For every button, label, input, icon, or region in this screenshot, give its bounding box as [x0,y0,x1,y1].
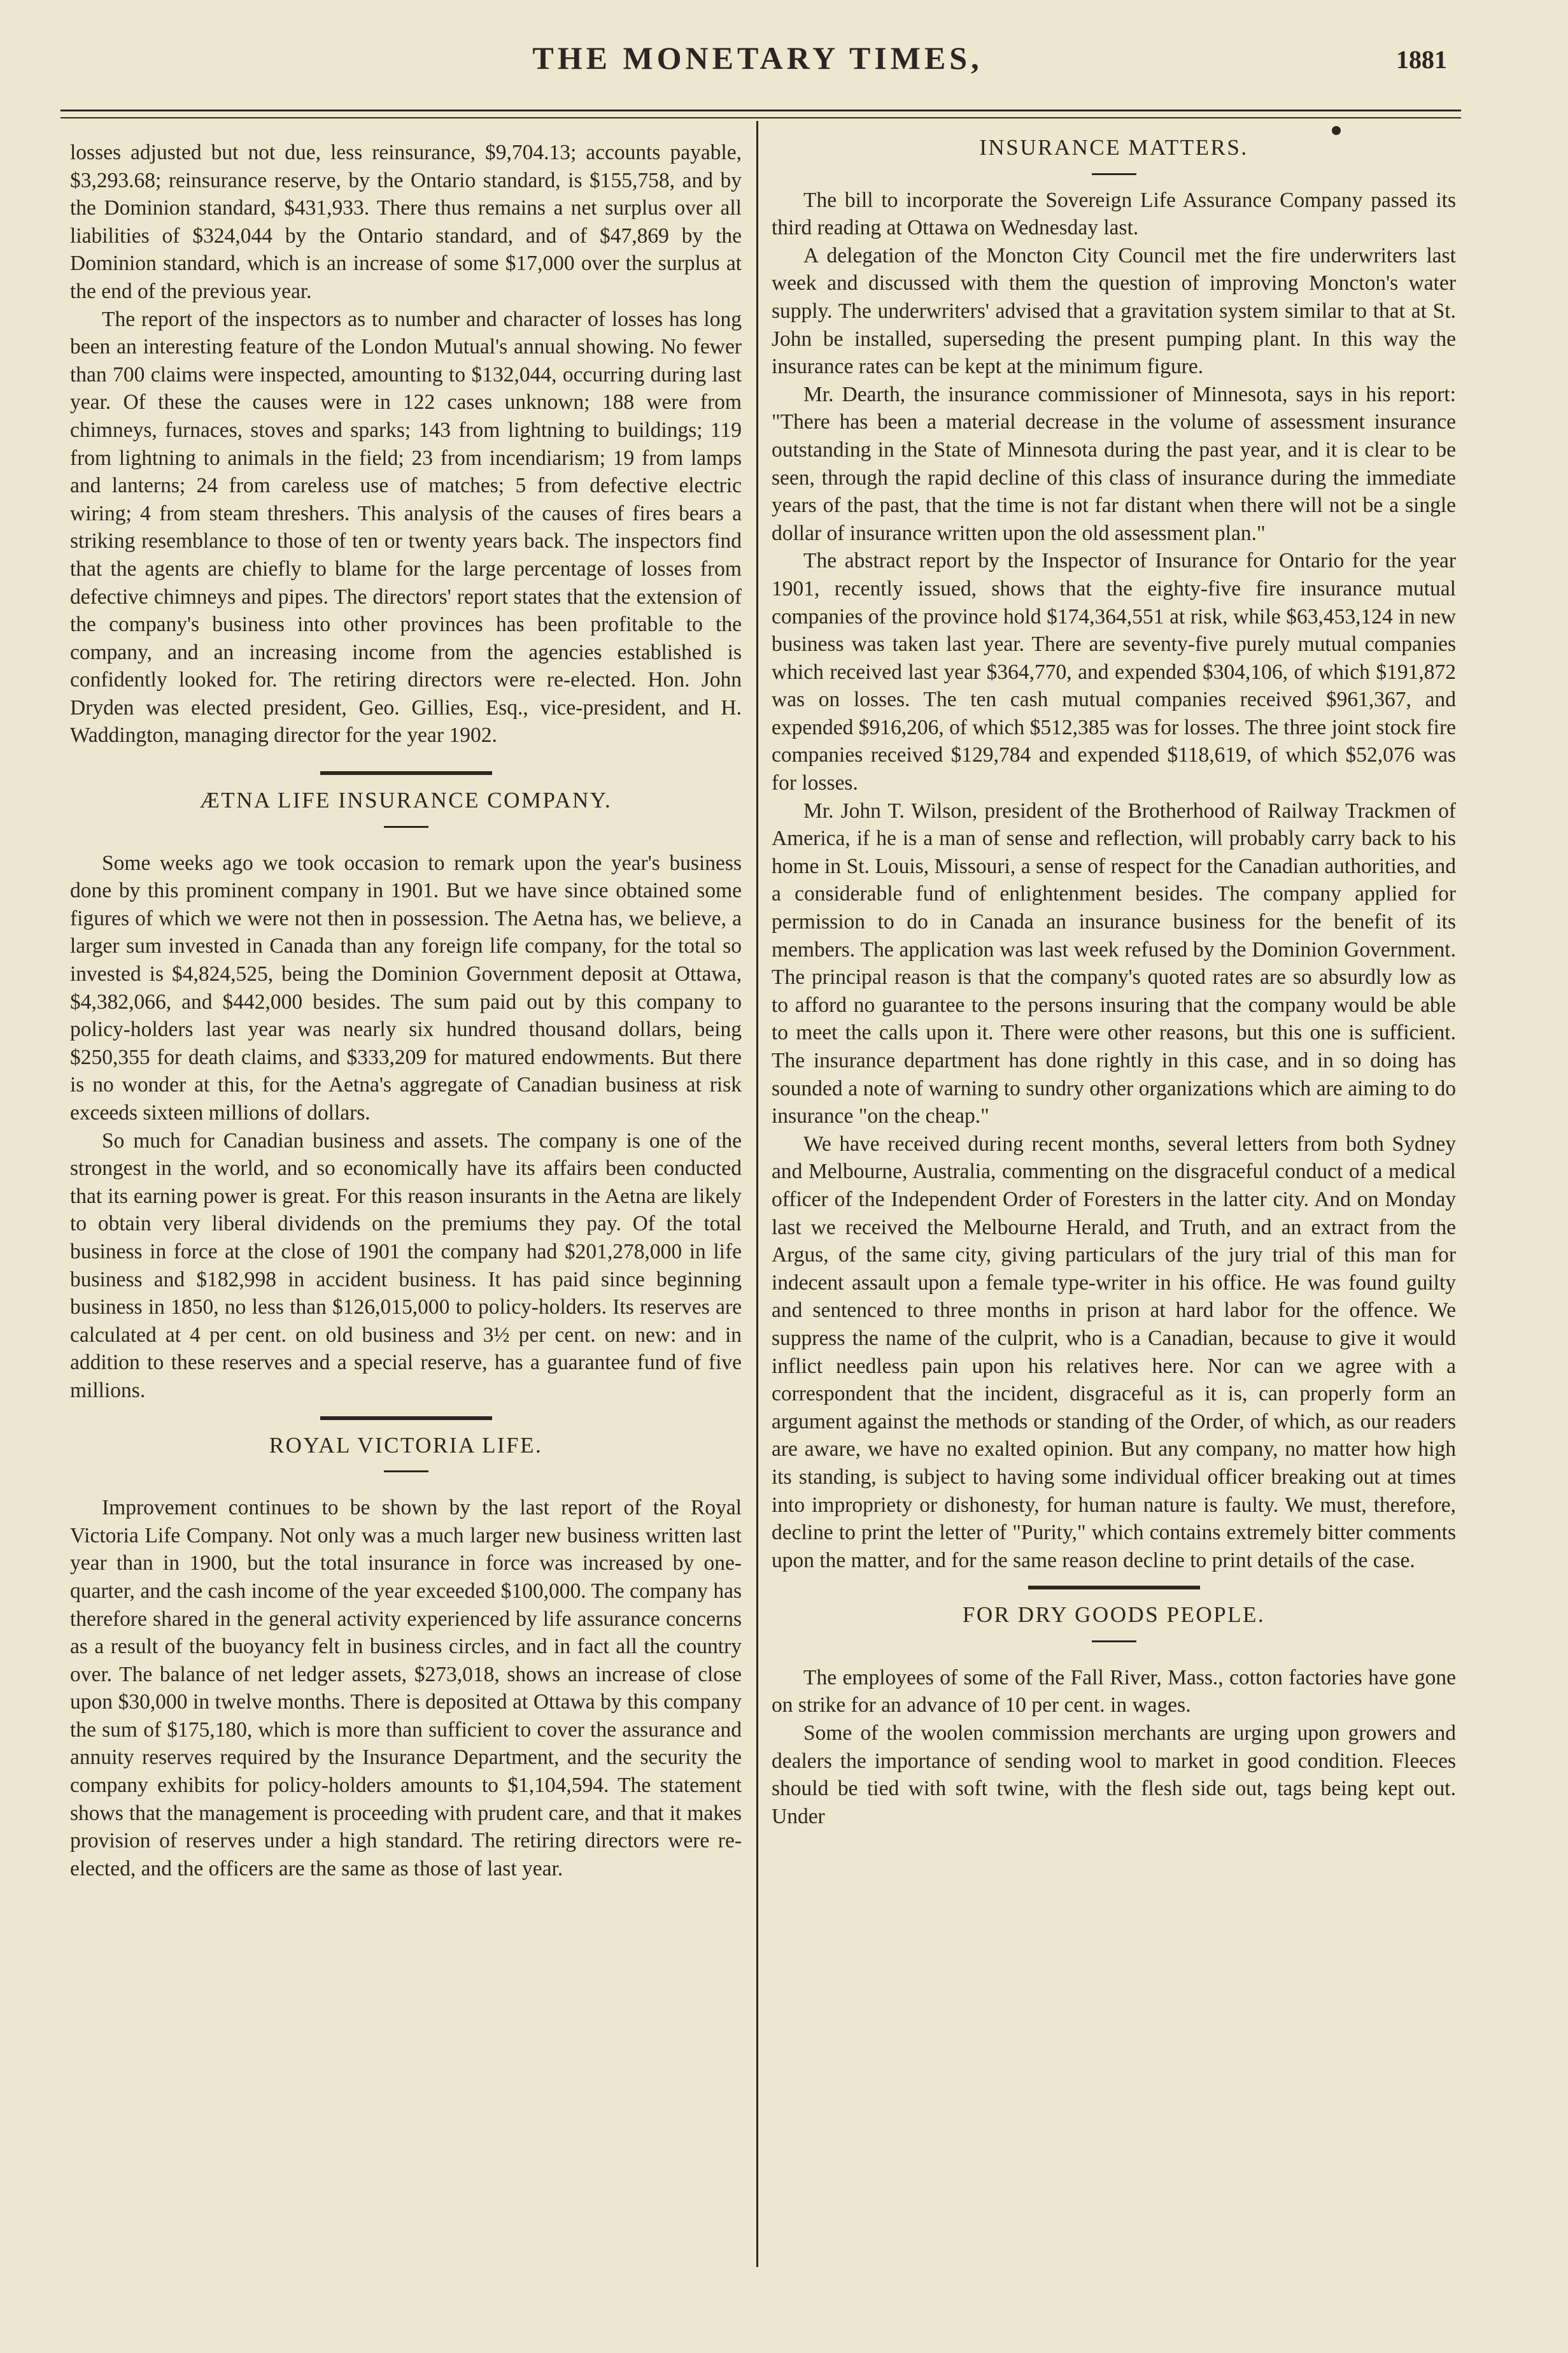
dry-goods-paragraph: Some of the woolen commission merchants are urging upon growers and dealers the importance of sending wool to market in good condition. Fleeces should be tied with soft twine, with the flesh side out, tags being kept out. Under [772,1721,1456,1828]
insurance-matters-heading: INSURANCE MATTERS. [979,135,1248,160]
column-divider [756,121,758,2267]
insurance-matters-paragraph: A delegation of the Moncton City Council met the fire underwriters last week and discussed with them the question of improving Moncton's water supply. The underwriters' advised that a gravitation system similar to that at St. John be installed, superseding the present pumping plant. In this way the insurance rates can be kept at the minimum figure. [772,243,1456,379]
header-rule-bottom [60,117,1461,118]
page-number: 1881 [1396,45,1447,74]
royal-victoria-paragraph: Improvement continues to be shown by the last report of the Royal Victoria Life Company. Not only was a much larger new business written last year than in 1900, but the total insurance in force was increased by one-quarter, and the cash income of the year exceeded $100,000. The company has therefore shared in the general activity experienced by life assurance concerns as a result of the buoyancy felt in business circles, and in fact all the country over. The balance of net ledger assets, $273,018, shows an increase of close upon $30,000 in twelve months. There is deposited at Ottawa by this company the sum of $175,180, which is more than sufficient to cover the assurance and annuity reserves required by the Insurance Department, and the security the company exhibits for policy-holders amounts to $1,104,594. The statement shows that the management is proceeding with prudent care, and that it makes provision of reserves under a high standard. The retiring directors were re-elected, and the officers are the same as those of last year. [70,1496,742,1880]
dry-goods-paragraph: The employees of some of the Fall River, Mass., cotton factories have gone on strike for an advance of 10 per cent. in wages. [772,1665,1456,1717]
masthead-title: THE MONETARY TIMES, [532,40,983,76]
masthead [0,39,1568,84]
insurance-matters-paragraph: We have received during recent months, several letters from both Sydney and Melbourne, Australia, commenting on the disgraceful conduct of a medical officer of the Independent Order of Foresters in the latter city. And on Monday last we received the Melbourne Herald, and Truth, and an extract from the Argus, of the same city, giving particulars of the jury trial of this man for indecent assault upon a female type-writer in his office. He was found guilty and sentenced to three months in prison at hard labor for the offence. We suppress the name of the culprit, who is a Canadian, because to give it would inflict needless pain upon his relatives here. Nor can we agree with a correspondent that the incident, disgraceful as it is, can properly form an argument against the methods or standing of the Order, of which, as our readers are aware, we have no exalted opinion. But any company, no matter how high its standing, is subject to having some individual officer breaking out at times into impropriety or dishonesty, for human nature is faulty. We must, therefore, decline to print the letter of "Purity," which contains extremely bitter comments upon the matter, and for the same reason decline to print details of the case. [772,1132,1456,1572]
insurance-matters-paragraph: Mr. Dearth, the insurance commissioner of Minnesota, says in his report: "There has been a material decrease in the volume of assessment insurance outstanding in the State of Minnesota during the past year, and it is clear to be seen, through the rapid decline of this class of insurance during the immediate years of the past, that the time is not far distant when there will not be a single dollar of insurance written upon the old assessment plan." [772,382,1456,545]
left-column [70,139,742,1882]
dry-goods-heading: FOR DRY GOODS PEOPLE. [962,1602,1266,1628]
aetna-paragraph: So much for Canadian business and assets. The company is one of the strongest in the world, and so economically have its affairs been conducted that its earning power is great. For this reason insurants in the Aetna are likely to obtain very liberal dividends on the premiums they pay. Of the total business in force at the close of 1901 the company had $201,278,000 in life business and $182,998 in accident business. It has paid since beginning business in 1850, no less than $126,015,000 to policy-holders. Its reserves are calculated at 4 per cent. on old business and 3½ per cent. on new: and in addition to these reserves and a special reserve, has a guarantee fund of five millions. [70,1128,742,1402]
insurance-matters-paragraph: The abstract report by the Inspector of Insurance for Ontario for the year 1901, recently issued, shows that the eighty-five fire insurance mutual companies of the province hold $174,364,551 at risk, while $63,453,124 in new business was taken last year. There are seventy-five purely mutual companies which received last year $364,770, and expended $304,106, of which $191,872 was on losses. The ten cash mutual companies received $961,367, and expended $916,206, of which $512,385 was for losses. The three joint stock fire companies received $129,784 and expended $118,619, of which $52,076 was for losses. [772,549,1456,795]
london-mutual-inspectors: The report of the inspectors as to number and character of losses has long been an interesting feature of the London Mutual's annual showing. No fewer than 700 claims were inspected, amounting to $132,044, occurring during last year. Of these the causes were in 122 cases unknown; 188 were from chimneys, furnaces, stoves and sparks; 143 from lightning to buildings; 119 from lightning to animals in the field; 23 from incendiarism; 19 from lamps and lanterns; 24 from careless use of matches; 5 from defective electric wiring; 4 from steam threshers. This analysis of the causes of fires bears a striking resemblance to those of ten or twenty years back. The inspectors find that the agents are chiefly to blame for the large percentage of losses from defective chimneys and pipes. The directors' report states that the extension of the company's business into other provinces has been profitable to the company, and an increasing income from the agencies established is confidently looked for. The retiring directors were re-elected. Hon. John Dryden was elected president, Geo. Gillies, Esq., vice-president, and H. Waddington, managing director for the year 1902. [70,307,742,748]
insurance-matters-paragraph: The bill to incorporate the Sovereign Life Assurance Company passed its third reading at Ottawa on Wednesday last. [772,188,1456,240]
header-rule-top [60,110,1461,111]
aetna-paragraph: Some weeks ago we took occasion to remark upon the year's business done by this prominent company in 1901. But we have since obtained some figures of which we were not then in possession. The Aetna has, we believe, a larger sum invested in Canada than any foreign life company, for the total so invested is $4,824,525, being the Dominion Government deposit at Ottawa, $4,382,066, and $442,000 besides. The sum paid out by this company to policy-holders last year was nearly six hundred thousand dollars, being $250,355 for death claims, and $333,209 for matured endowments. But there is no wonder at this, for the Aetna's aggregate of Canadian business at risk exceeds sixteen millions of dollars. [70,851,742,1125]
london-mutual-continued: losses adjusted but not due, less reinsurance, $9,704.13; accounts payable, $3,293.68; reinsurance reserve, by the Ontario standard, is $155,758, and by the Dominion standard, $431,933. There thus remains a net surplus over all liabilities of $324,044 by the Ontario standard, and of $47,869 by the Dominion standard, which is an increase of some $17,000 over the surplus at the end of the previous year. [70,141,742,303]
aetna-heading: ÆTNA LIFE INSURANCE COMPANY. [199,788,612,813]
right-column [772,134,1456,1830]
royal-victoria-heading: ROYAL VICTORIA LIFE. [269,1432,543,1458]
insurance-matters-paragraph: Mr. John T. Wilson, president of the Brotherhood of Railway Trackmen of America, if he is a man of sense and reflection, will probably carry back to his home in St. Louis, Missouri, a sense of respect for the Canadian authorities, and a considerable fund of enlightenment besides. The company applied for permission to do in Canada an insurance business for the benefit of its members. The application was last week refused by the Dominion Government. The principal reason is that the company's quoted rates are so absurdly low as to afford no guarantee to the persons insuring that the company would be able to meet the calls upon it. There were other reasons, but this one is sufficient. The insurance department has done rightly in this case, and in so doing has sounded a note of warning to sundry other organizations which are aiming to do insurance "on the cheap." [772,799,1456,1128]
